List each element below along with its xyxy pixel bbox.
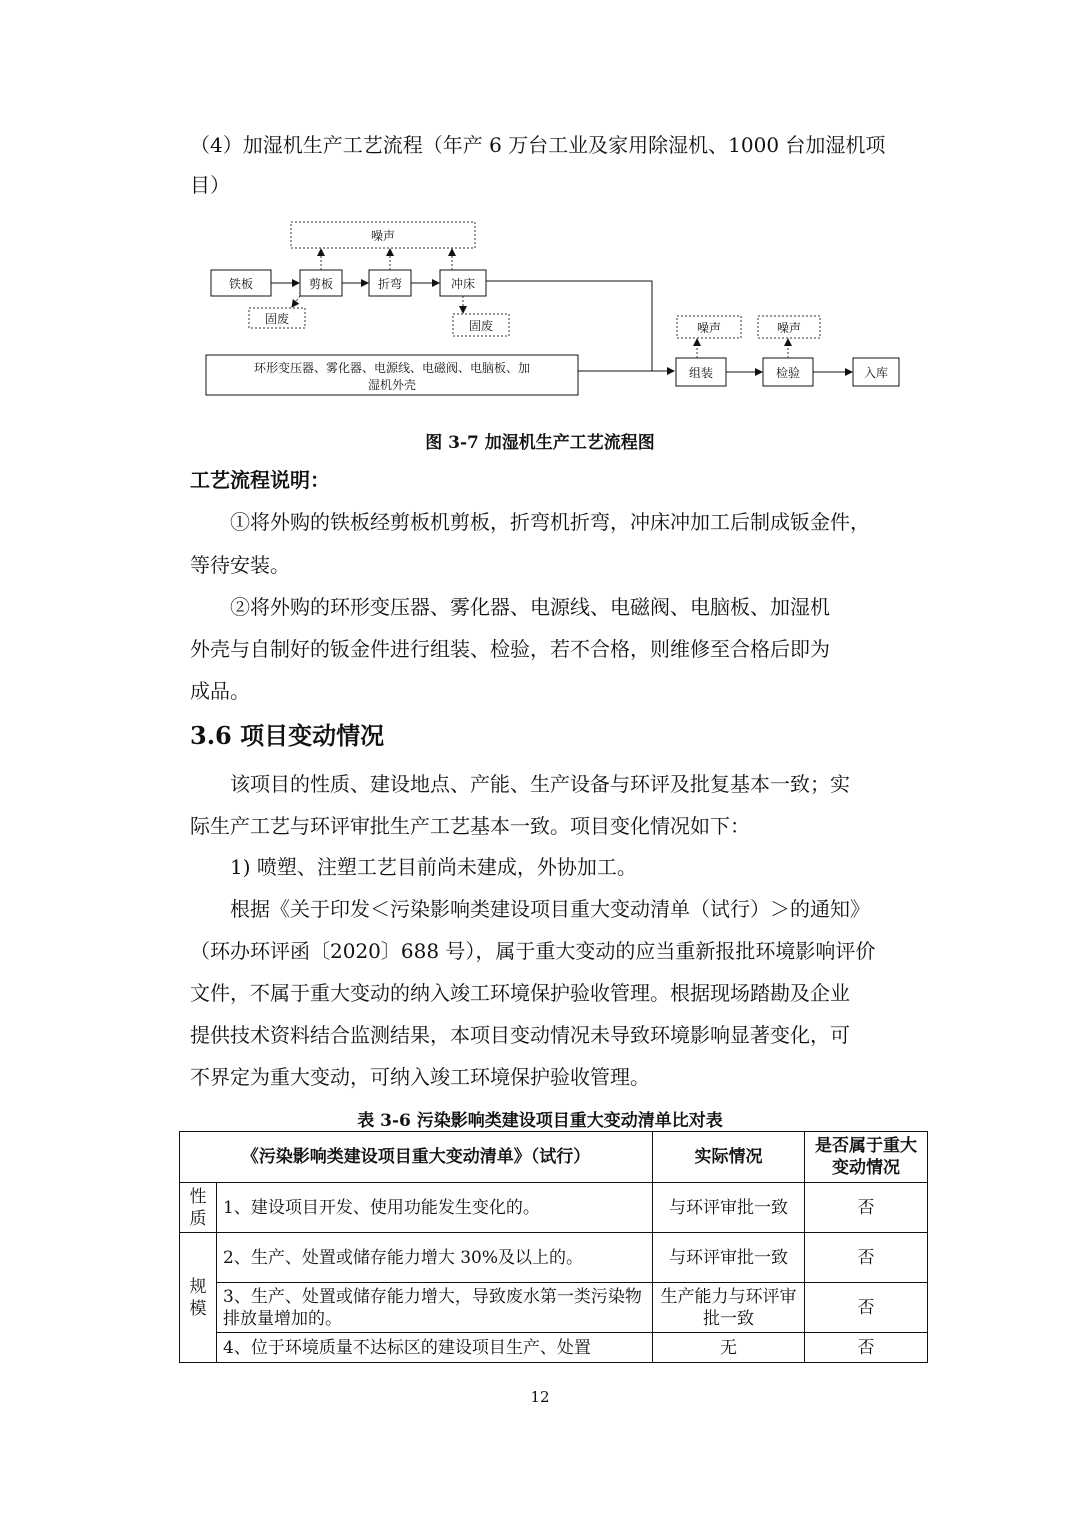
intro-line-1: （4）加湿机生产工艺流程（年产 6 万台工业及家用除湿机、1000 台加湿机项	[190, 133, 886, 157]
category-nature: 性质	[180, 1183, 217, 1233]
inspect-label: 检验	[775, 366, 801, 380]
row-major: 否	[805, 1283, 928, 1333]
row-item: 1、建设项目开发、使用功能发生变化的。	[217, 1183, 653, 1233]
iron-plate-label: 铁板	[228, 277, 254, 291]
change-comparison-table	[179, 1131, 928, 1363]
punch-label: 冲床	[450, 277, 476, 291]
step2-line-2: 外壳与自制好的钣金件进行组装、检验，若不合格，则维修至合格后即为	[190, 637, 830, 661]
row-actual: 与环评审批一致	[653, 1183, 805, 1233]
para2-line-1: 根据《关于印发＜污染影响类建设项目重大变动清单（试行）＞的通知》	[230, 897, 870, 921]
step2-line-3: 成品。	[190, 679, 250, 703]
row-item: 2、生产、处置或储存能力增大 30%及以上的。	[217, 1233, 653, 1283]
para2-line-5: 不界定为重大变动，可纳入竣工环境保护验收管理。	[190, 1065, 650, 1089]
noise-inspect-label: 噪声	[776, 321, 802, 335]
page-number: 12	[530, 1388, 550, 1406]
step1-line-2: 等待安装。	[190, 553, 290, 577]
purchased-parts-line-1: 环形变压器、雾化器、电源线、电磁阀、电脑板、加	[253, 361, 531, 375]
row-actual: 无	[653, 1333, 805, 1363]
header-actual: 实际情况	[653, 1132, 805, 1183]
table-row	[180, 1333, 928, 1363]
noise-assembly-label: 噪声	[696, 321, 722, 335]
figure-caption: 图 3-7 加湿机生产工艺流程图	[425, 433, 655, 453]
row-major: 否	[805, 1233, 928, 1283]
fold-label: 折弯	[377, 277, 403, 291]
para2-line-2: （环办环评函〔2020〕688 号），属于重大变动的应当重新报批环境影响评价	[190, 939, 876, 963]
storage-label: 入库	[863, 366, 889, 380]
para1-line-2: 际生产工艺与环评审批生产工艺基本一致。项目变化情况如下：	[190, 814, 750, 838]
table-row	[180, 1283, 928, 1333]
para2-line-4: 提供技术资料结合监测结果，本项目变动情况未导致环境影响显著变化，可	[190, 1023, 850, 1047]
process-flowchart	[200, 215, 910, 400]
solid-waste-label-2: 固废	[468, 319, 494, 333]
solid-waste-label-1: 固废	[264, 312, 290, 326]
step2-line-1: ②将外购的环形变压器、雾化器、电源线、电磁阀、电脑板、加湿机	[230, 595, 830, 619]
assembly-label: 组装	[688, 366, 714, 380]
row-major: 否	[805, 1183, 928, 1233]
table-caption: 表 3-6 污染影响类建设项目重大变动清单比对表	[357, 1111, 723, 1131]
intro-line-2: 目）	[190, 173, 230, 197]
table-row	[180, 1183, 928, 1233]
noise-top-label: 噪声	[370, 229, 396, 243]
para1-line-1: 该项目的性质、建设地点、产能、生产设备与环评及批复基本一致；实	[230, 772, 850, 796]
header-major: 是否属于重大变动情况	[805, 1132, 928, 1183]
table-header-row	[180, 1132, 928, 1183]
row-item: 4、位于环境质量不达标区的建设项目生产、处置	[217, 1333, 653, 1363]
purchased-parts-line-2: 湿机外壳	[367, 378, 417, 392]
row-item: 3、生产、处置或储存能力增大，导致废水第一类污染物排放量增加的。	[217, 1283, 653, 1333]
category-scale: 规模	[180, 1233, 217, 1363]
row-actual: 生产能力与环评审批一致	[653, 1283, 805, 1333]
section-title: 3.6 项目变动情况	[190, 721, 385, 750]
shear-label: 剪板	[308, 277, 334, 291]
header-checklist: 《污染影响类建设项目重大变动清单》（试行）	[180, 1132, 653, 1183]
row-major: 否	[805, 1333, 928, 1363]
process-heading: 工艺流程说明：	[190, 468, 330, 492]
row-actual: 与环评审批一致	[653, 1233, 805, 1283]
table-row	[180, 1233, 928, 1283]
list-item-1: 1) 喷塑、注塑工艺目前尚未建成，外协加工。	[230, 855, 637, 879]
para2-line-3: 文件，不属于重大变动的纳入竣工环境保护验收管理。根据现场踏勘及企业	[190, 981, 850, 1005]
step1-line-1: ①将外购的铁板经剪板机剪板，折弯机折弯，冲床冲加工后制成钣金件，	[230, 510, 870, 534]
